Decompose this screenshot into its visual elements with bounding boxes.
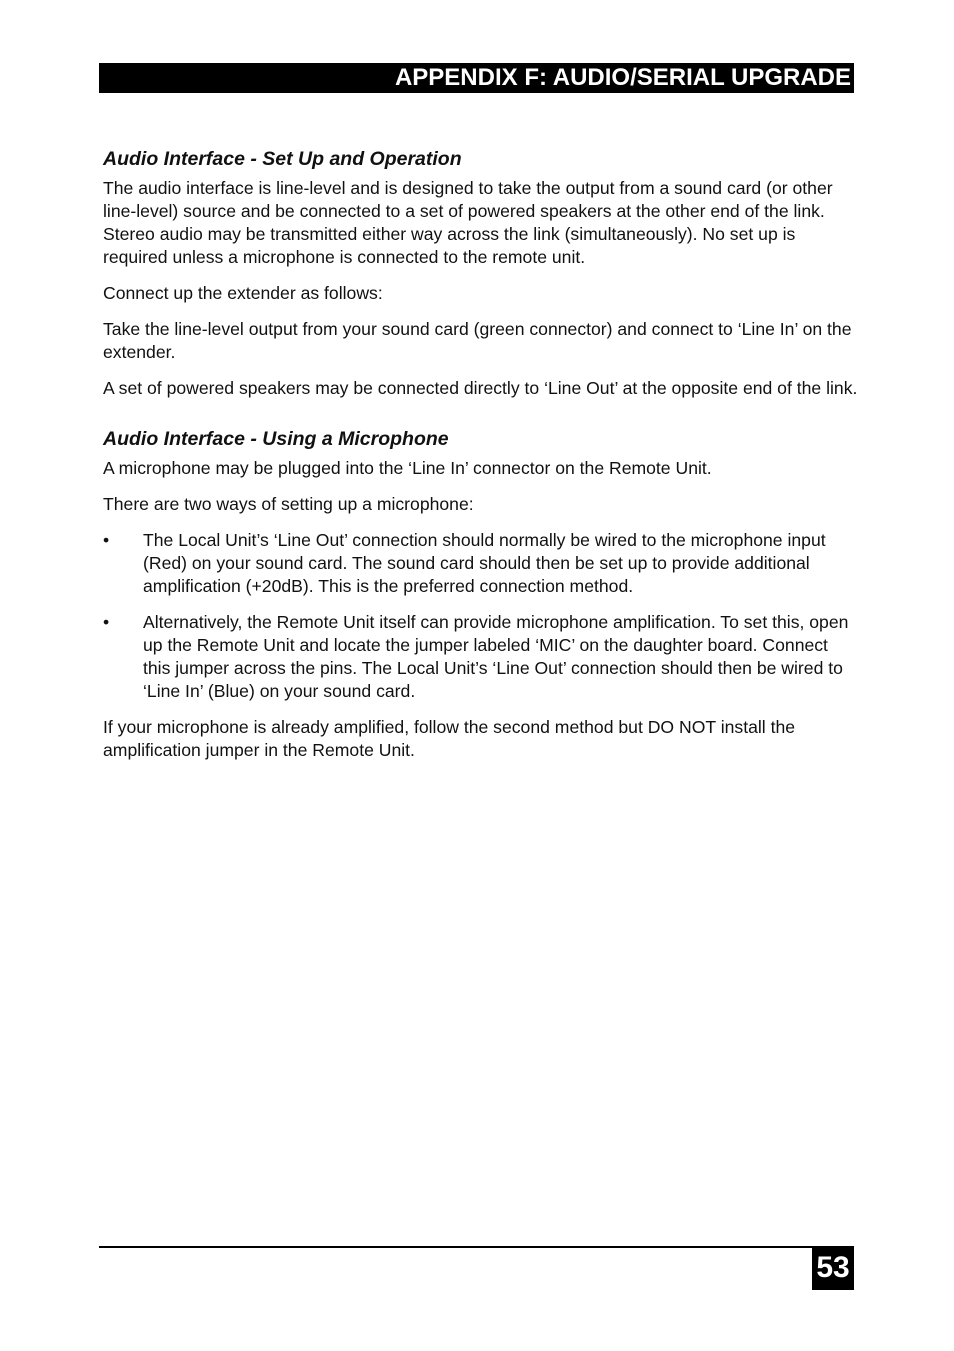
microphone-options-list [103, 529, 858, 703]
bullet-glyph: • [103, 612, 110, 632]
paragraph-connect: Connect up the extender as follows: [103, 283, 383, 303]
section-heading-microphone: Audio Interface - Using a Microphone [103, 428, 449, 450]
footer-divider [99, 1246, 813, 1248]
section-heading-setup: Audio Interface - Set Up and Operation [103, 148, 462, 170]
list-item [103, 611, 858, 703]
paragraph-intro: The audio interface is line-level and is designed to take the output from a sound card (or other line-level) source and be connected to a set of powered speakers at the other end of the link. Stereo audio may be transmitted either way across the link (simultaneously). No set up is required unless a microphone is connected to the remote unit. [103, 178, 833, 267]
paragraph-line-in: Take the line-level output from your sound card (green connector) and connect to ‘Line In’ on the extender. [103, 319, 852, 362]
list-item-text: The Local Unit’s ‘Line Out’ connection should normally be wired to the microphone input (Red) on your sound card. The sound card should then be set up to provide additional amplification (+20dB). This is the preferred connection method. [143, 530, 826, 596]
list-item [103, 529, 858, 598]
paragraph-line-out: A set of powered speakers may be connected directly to ‘Line Out’ at the opposite end of the link. [103, 378, 858, 398]
paragraph-two-ways: There are two ways of setting up a microphone: [103, 494, 474, 514]
page-number: 53 [816, 1251, 850, 1284]
paragraph-mic-plug: A microphone may be plugged into the ‘Line In’ connector on the Remote Unit. [103, 458, 712, 478]
page-number-badge [812, 1246, 854, 1290]
page-header-bar [99, 63, 854, 93]
bullet-glyph: • [103, 530, 110, 550]
page-content [103, 146, 858, 775]
list-item-text: Alternatively, the Remote Unit itself can provide microphone amplification. To set this, open up the Remote Unit and locate the jumper labeled ‘MIC’ on the daughter board. Connect this jumper across the pins. The Local Unit’s ‘Line Out’ connection should then be wired to ‘Line In’ (Blue) on your sound card. [143, 612, 849, 701]
paragraph-closing: If your microphone is already amplified, follow the second method but DO NOT install the amplification jumper in the Remote Unit. [103, 717, 796, 760]
appendix-title: APPENDIX F: AUDIO/SERIAL UPGRADE [394, 64, 851, 91]
